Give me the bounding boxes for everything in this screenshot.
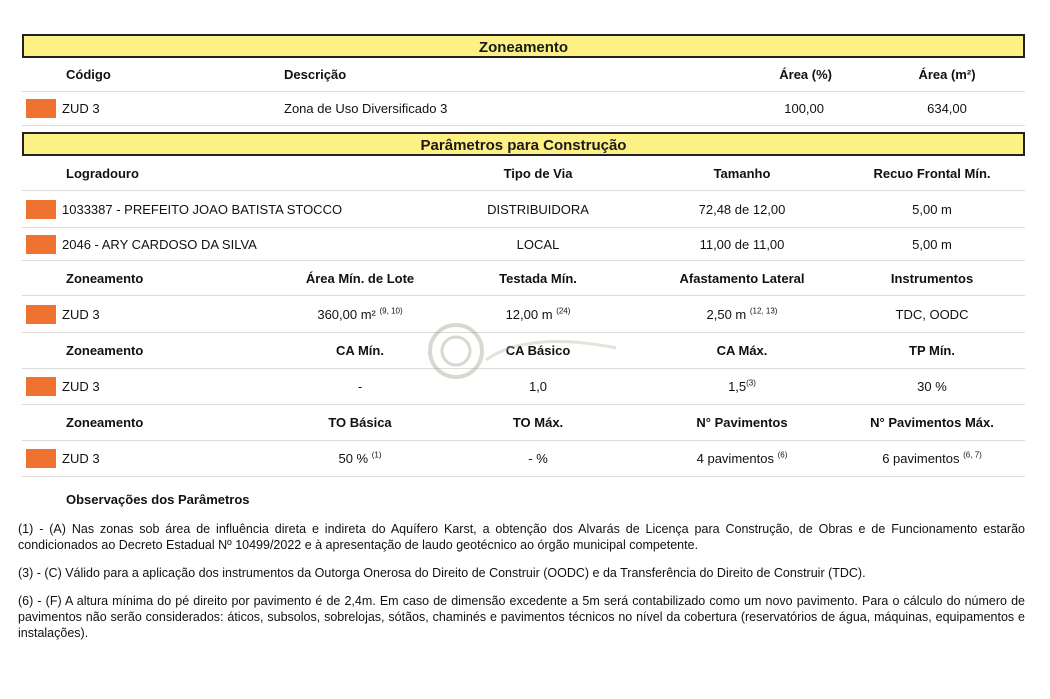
ca-header-row	[22, 333, 1025, 369]
col-instrumentos-header: Instrumentos	[890, 270, 974, 286]
to-row	[22, 441, 1025, 477]
observacao-item: (6) - (F) A altura mínima do pé direito por pavimento é de 2,4m. Em caso de dimensão excedente a 5m será contabilizado como um novo pavimento. Para o cálculo do número de pavimentos não serão considerados: áticos, subsolos, sobrelojas, sótãos, chaminés e pavimentos técnicos no nível da cobertura (reservatórios de água, máquinas, equipamentos e instalações).	[18, 594, 1025, 640]
footnote-ref: (6, 7)	[963, 450, 982, 460]
zone-color-swatch	[26, 449, 56, 468]
footnote-ref: (1)	[371, 450, 382, 460]
lote-instrumentos: TDC, OODC	[895, 306, 969, 322]
lote-zone: ZUD 3	[62, 306, 100, 322]
col-area-pct-header: Área (%)	[779, 67, 832, 82]
col-zoneamento-header: Zoneamento	[66, 270, 144, 286]
logradouro-header-row	[22, 156, 1025, 191]
logradouro-tamanho: 11,00 de 11,00	[699, 236, 785, 252]
col-ca-min-header: CA Mín.	[336, 343, 384, 358]
logradouro-recuo: 5,00 m	[912, 201, 952, 217]
pavimentos-value: 4 pavimentos $^{(6)}$	[696, 450, 788, 466]
footnote-ref: (6)	[777, 450, 788, 460]
observacao-item: (1) - (A) Nas zonas sob área de influência direta e indireta do Aquífero Karst, a obtenção dos Alvarás de Licença para Construção, de Obras e de Funcionamento estarão condicionados ao Decreto Estadual Nº 10499/2022 e à apresentação de laudo geotécnico ao órgão municipal competente.	[18, 522, 1025, 552]
col-tamanho-header: Tamanho	[713, 165, 771, 181]
to-max-value: - %	[528, 451, 548, 466]
observacao-item: (3) - (C) Válido para a aplicação dos instrumentos da Outorga Onerosa do Direito de Construir (OODC) e da Transferência do Direito de Construir (TDC).	[18, 566, 866, 580]
col-recuo-header: Recuo Frontal Mín.	[873, 165, 991, 181]
logradouro-recuo: 5,00 m	[912, 236, 952, 252]
col-pavimentos-max-header: N° Pavimentos Máx.	[870, 415, 994, 430]
lote-afastamento: 2,50 m $^{(12, 13)}$	[706, 306, 778, 322]
ca-zone: ZUD 3	[62, 379, 100, 394]
zone-color-swatch	[26, 99, 56, 118]
col-testada-header: Testada Mín.	[499, 270, 577, 286]
col-ca-basico-header: CA Básico	[505, 343, 571, 358]
zoneamento-row	[22, 92, 1025, 126]
zoneamento-header-row	[22, 58, 1025, 92]
col-zoneamento-header: Zoneamento	[66, 415, 144, 430]
ca-row	[22, 369, 1025, 405]
logradouro-tipo: DISTRIBUIDORA	[487, 201, 589, 217]
parametros-title-band: Parâmetros para Construção	[22, 132, 1025, 156]
col-to-basica-header: TO Básica	[328, 415, 392, 430]
zone-color-swatch	[26, 235, 56, 254]
footnote-ref: (12, 13)	[749, 306, 778, 316]
logradouro-name: 1033387 - PREFEITO JOAO BATISTA STOCCO	[62, 201, 343, 217]
pavimentos-max-value: 6 pavimentos $^{(6, 7)}$	[882, 450, 982, 466]
col-afastamento-header: Afastamento Lateral	[679, 270, 805, 286]
col-descricao-header: Descrição	[284, 67, 347, 82]
lote-testada: 12,00 m $^{(24)}$	[505, 306, 571, 322]
logradouro-row	[22, 191, 1025, 228]
col-codigo-header: Código	[66, 67, 111, 82]
logradouro-tipo: LOCAL	[516, 236, 560, 252]
footnote-ref: (24)	[556, 306, 571, 316]
col-pavimentos-header: N° Pavimentos	[696, 415, 788, 430]
logradouro-name: 2046 - ARY CARDOSO DA SILVA	[62, 236, 257, 252]
observacoes-list	[18, 521, 1025, 641]
footnote-ref: (3)	[746, 378, 756, 388]
logradouro-tamanho: 72,48 de 12,00	[698, 201, 786, 217]
zoneamento-title-band: Zoneamento	[22, 34, 1025, 58]
col-tp-min-header: TP Mín.	[909, 343, 955, 358]
col-area-min-lote-header: Área Mín. de Lote	[305, 270, 415, 286]
col-logradouro-header: Logradouro	[66, 165, 139, 181]
zoning-report	[18, 34, 1025, 641]
ca-max-value: 1,5$^{(3)}$	[728, 378, 756, 394]
col-ca-max-header: CA Máx.	[716, 343, 768, 358]
ca-min-value: -	[357, 379, 363, 394]
lote-header-row	[22, 261, 1025, 296]
tp-min-value: 30 %	[917, 379, 947, 394]
col-area-m2-header: Área (m²)	[918, 67, 976, 82]
logradouro-row	[22, 228, 1025, 261]
col-zoneamento-header: Zoneamento	[66, 343, 144, 358]
zone-color-swatch	[26, 377, 56, 396]
ca-basico-value: 1,0	[528, 379, 548, 394]
zone-description: Zona de Uso Diversificado 3	[284, 101, 448, 116]
to-basica-value: 50 % $^{(1)}$	[338, 450, 382, 466]
observacoes-title: Observações dos Parâmetros	[66, 492, 250, 507]
zone-area-percent: 100,00	[784, 101, 824, 116]
col-tipo-via-header: Tipo de Via	[503, 165, 573, 181]
lote-row	[22, 296, 1025, 333]
zone-color-swatch	[26, 200, 56, 219]
to-header-row	[22, 405, 1025, 441]
col-to-max-header: TO Máx.	[512, 415, 564, 430]
zone-area-m2: 634,00	[927, 101, 967, 116]
to-zone: ZUD 3	[62, 451, 100, 466]
lote-area-min: 360,00 m² $^{(9, 10)}$	[317, 306, 403, 322]
zone-code: ZUD 3	[62, 101, 100, 116]
zone-color-swatch	[26, 305, 56, 324]
footnote-ref: (9, 10)	[379, 306, 403, 316]
